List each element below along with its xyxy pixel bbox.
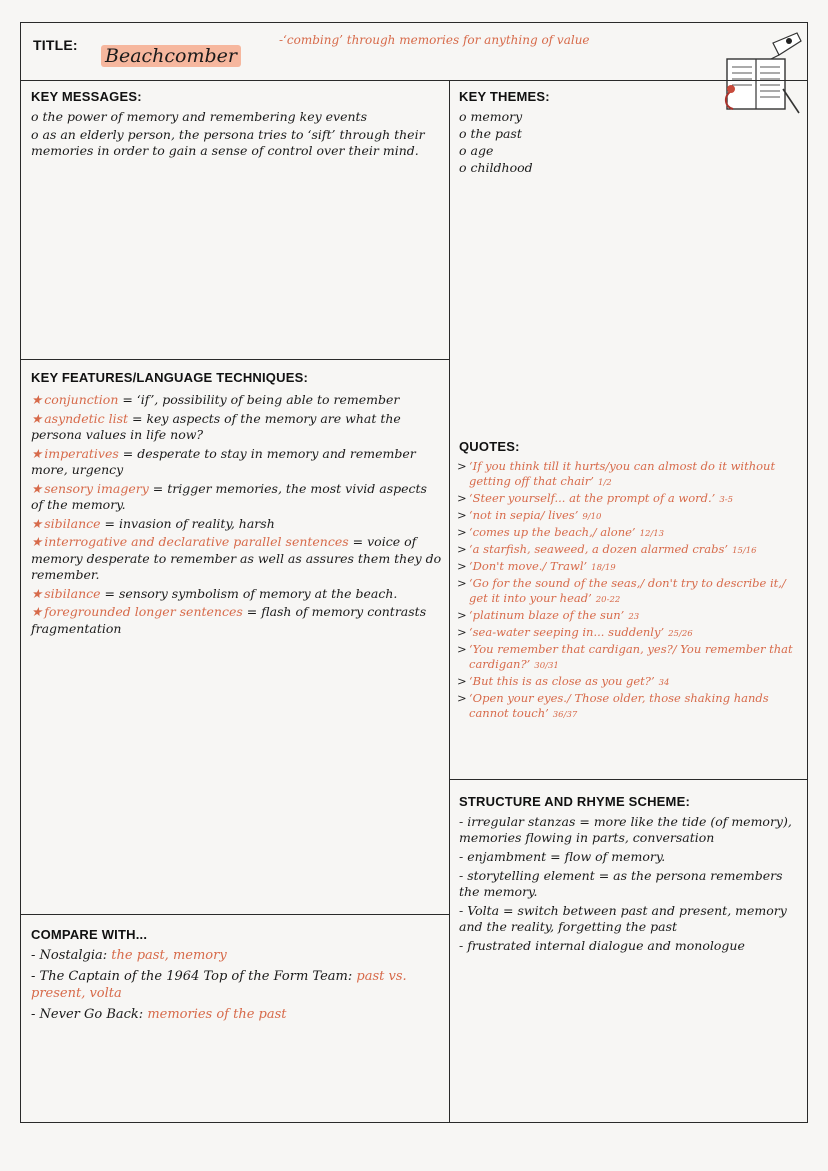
quote-item: > ‘not in sepia/ lives’ 9/10 <box>455 508 803 525</box>
compare-heading: COMPARE WITH... <box>31 927 148 942</box>
quote-item: > ‘You remember that cardigan, yes?/ You remember that cardigan?’ 30/31 <box>455 642 803 674</box>
quote-item: > ‘But this is as close as you get?’ 34 <box>455 674 803 691</box>
structure-box <box>449 779 808 1123</box>
feature-item: ★ asyndetic list = key aspects of the memory are what the persona values in life now? <box>31 410 401 442</box>
key-messages-list <box>31 109 439 159</box>
feature-item: ★ conjunction = ‘if’, possibility of being able to remember <box>31 392 400 407</box>
structure-item: - frustrated internal dialogue and monologue <box>459 938 799 954</box>
feature-item: ★ sensory imagery = trigger memories, the most vivid aspects of the memory. <box>31 480 427 512</box>
key-message-item: o as an elderly person, the persona tries to ‘sift’ through their memories in order to gain a sense of control over their mind. <box>31 127 425 158</box>
title-box <box>20 22 808 80</box>
title-label: TITLE: <box>33 37 78 53</box>
key-themes-box <box>449 80 808 780</box>
feature-item: ★ imperatives = desperate to stay in memory and remember more, urgency <box>31 445 416 477</box>
poem-title: Beachcomber <box>101 45 241 67</box>
structure-item: - irregular stanzas = more like the tide (of memory), memories flowing in parts, conversation <box>459 814 799 846</box>
theme-item: o the past <box>459 126 659 142</box>
quote-item: > ‘comes up the beach,/ alone’ 12/13 <box>455 525 803 542</box>
compare-item: - Never Go Back: memories of the past <box>31 1007 287 1022</box>
structure-item: - storytelling element = as the persona remembers the memory. <box>459 868 799 900</box>
structure-list <box>459 814 799 955</box>
quote-item: > ‘Open your eyes./ Those older, those shaking hands cannot touch’ 36/37 <box>455 691 803 723</box>
compare-list <box>31 947 443 1023</box>
quote-item: > ‘Go for the sound of the seas,/ don't try to describe it,/ get it into your head’ 20-22 <box>455 576 803 608</box>
structure-item: - enjambment = flow of memory. <box>459 849 799 865</box>
compare-item: - Nostalgia: the past, memory <box>31 948 227 963</box>
quote-item: > ‘a starfish, seaweed, a dozen alarmed crabs’ 15/16 <box>455 542 803 559</box>
compare-box <box>20 914 450 1123</box>
key-message-item: o the power of memory and remembering key events <box>31 109 367 124</box>
key-features-box <box>20 359 450 915</box>
feature-item: ★ interrogative and declarative parallel sentences = voice of memory desperate to remember as well as assures them they do remember. <box>31 534 442 582</box>
feature-item: ★ sibilance = invasion of reality, harsh <box>31 515 275 531</box>
key-messages-heading: KEY MESSAGES: <box>31 89 142 104</box>
quotes-list <box>455 459 803 723</box>
structure-heading: STRUCTURE AND RHYME SCHEME: <box>459 794 690 809</box>
title-subtitle: -‘combing’ through memories for anything of value <box>279 33 590 47</box>
theme-item: o childhood <box>459 160 659 176</box>
quotes-heading: QUOTES: <box>459 439 520 454</box>
key-messages-box <box>20 80 450 360</box>
feature-item: ★ sibilance = sensory symbolism of memory at the beach. <box>31 585 398 601</box>
quote-item: > ‘If you think till it hurts/you can almost do it without getting off that chair’ 1/2 <box>455 459 803 491</box>
key-features-list <box>31 392 443 637</box>
compare-item: - The Captain of the 1964 Top of the Form Team: past vs. present, volta <box>31 969 407 1001</box>
key-features-heading: KEY FEATURES/LANGUAGE TECHNIQUES: <box>31 370 308 385</box>
key-themes-heading: KEY THEMES: <box>459 89 550 104</box>
feature-item: ★ foregrounded longer sentences = flash of memory contrasts fragmentation <box>31 604 427 636</box>
structure-item: - Volta = switch between past and present, memory and the reality, forgetting the past <box>459 903 799 935</box>
quote-item: > ‘Steer yourself... at the prompt of a word.’ 3-5 <box>455 491 803 508</box>
theme-item: o age <box>459 143 659 159</box>
quote-item: > ‘sea-water seeping in... suddenly’ 25/26 <box>455 625 803 642</box>
theme-item: o memory <box>459 109 659 125</box>
key-themes-list <box>459 109 659 177</box>
quote-item: > ‘Don't move./ Trawl’ 18/19 <box>455 559 803 576</box>
quote-item: > ‘platinum blaze of the sun’ 23 <box>455 608 803 625</box>
